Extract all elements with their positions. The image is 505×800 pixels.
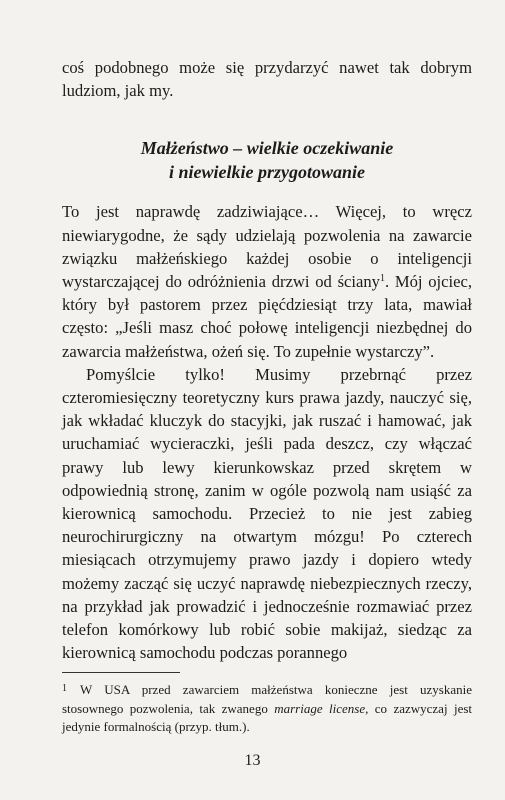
footnote-text-after: , co zazwyczaj jest jedynie formalnością (przyp. tłum.). xyxy=(62,700,473,734)
section-heading xyxy=(62,136,472,184)
page-body xyxy=(62,56,472,664)
paragraph-1-text: To jest naprawdę zadziwiające… Więcej, to wręcz niewiarygodne, że sądy udzielają pozwolenia na zawarcie związku małżeńskiego każdej osobie o inteligencji wystarczającej do odróżnienia drzwi od ściany xyxy=(62,202,472,292)
footnote-reference: 1 xyxy=(379,273,385,285)
paragraph-1-text-after: . Mój ojciec, który był pastorem przez pięćdziesiąt trzy lata, mawiał często: „Jeśli masz choć połowę inteligencji niezbędnej do zawarcia małżeństwa, ożeń się. To zupełnie wystarczy”. xyxy=(62,272,472,361)
paragraph-1 xyxy=(62,200,472,362)
section-heading-line-1: Małżeństwo – wielkie oczekiwanie xyxy=(140,138,394,159)
intro-paragraph: coś podobnego może się przydarzyć nawet tak dobrym ludziom, jak my. xyxy=(62,58,472,101)
section-heading-line-2: i niewielkie przygotowanie xyxy=(169,162,365,183)
footnote xyxy=(62,680,472,737)
footnote-term: marriage license xyxy=(274,700,366,716)
footnote-marker: 1 xyxy=(62,683,67,694)
footnote-text-before: W USA przed zawarciem małżeństwa konieczne jest uzyskanie stosownego pozwolenia, tak zwanego xyxy=(62,682,472,716)
paragraph-2: Pomyślcie tylko! Musimy przebrnąć przez czteromiesięczny teoretyczny kurs prawa jazdy, nauczyć się, jak wkładać kluczyk do stacyjki, jak ruszać i hamować, jak uruchamiać wycieraczki, jeśli pada deszcz, czy włączać prawy lub lewy kierunkowskaz przed skrętem w odpowiednią stronę, zanim w ogóle pozwolą nam usiąść za kierownicą samochodu. Przecież to nie jest zabieg neurochirurgiczny na otwartym mózgu! Po czterech miesiącach otrzymujemy prawo jazdy i dopiero wtedy możemy zacząć się uczyć naprawdę niebezpiecznych rzeczy, na przykład jak prowadzić i jednocześnie rozmawiać przez telefon komórkowy lub robić sobie makijaż, siedząc za kierownicą samochodu podczas porannego xyxy=(62,364,472,663)
footnote-divider xyxy=(62,672,180,673)
page-number: 13 xyxy=(244,752,261,769)
